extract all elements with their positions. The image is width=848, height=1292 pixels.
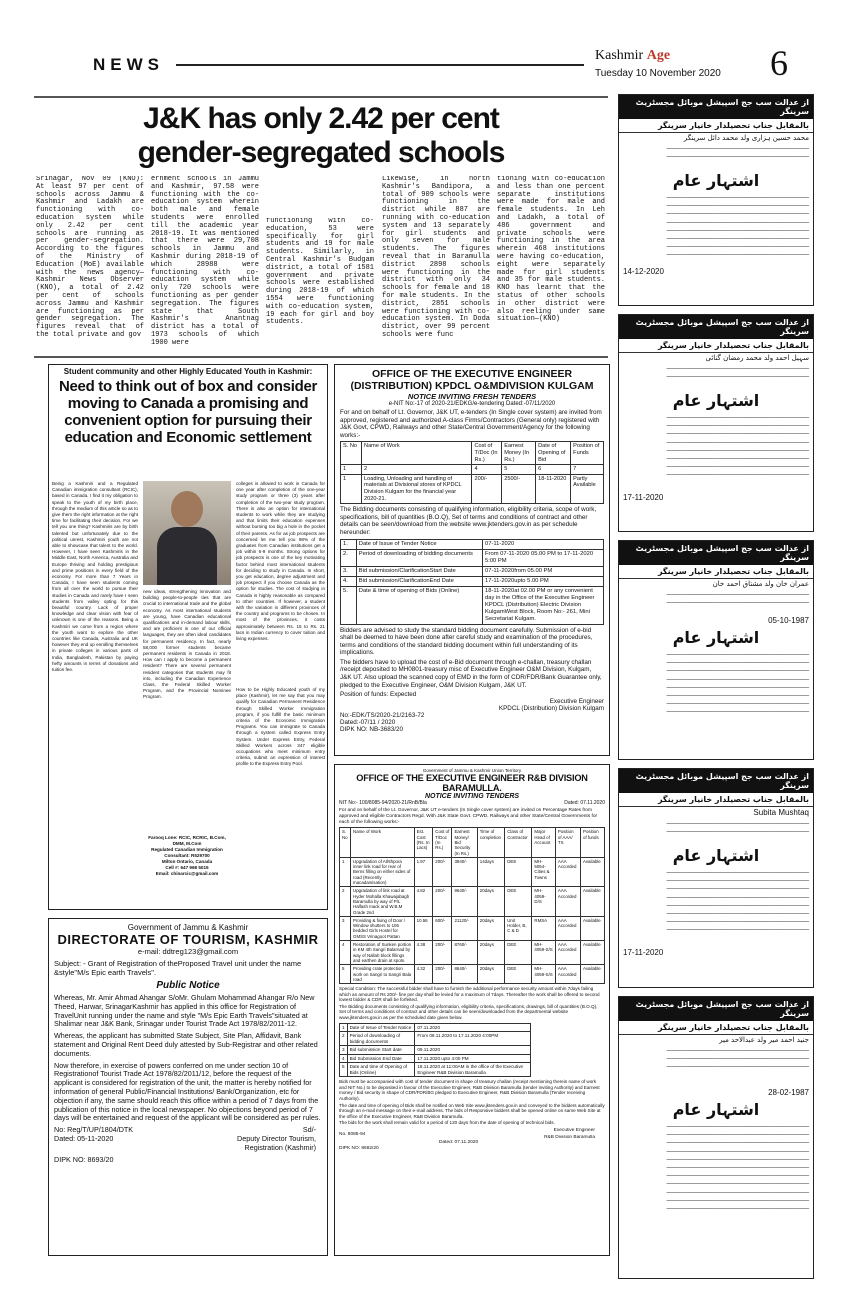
- table-cell: 200/-: [433, 857, 452, 886]
- tourism-signatory-2: Registration (Kashmir): [244, 1144, 316, 1153]
- brand-age: Age: [646, 48, 671, 63]
- tourism-dipk: DIPK NO: 8693/20: [54, 1156, 114, 1165]
- kpdcl-dated: Dated:-07/11 / 2020: [340, 719, 396, 727]
- rnb-no: No. 8085-94: [339, 1131, 366, 1137]
- table-cell: Unit Holder, B, C & D: [505, 916, 532, 940]
- urdu-notice-to: بالمقابل جناب تحصیلدار خانیار سرینگر: [657, 121, 809, 130]
- urdu-notice-1: [618, 94, 814, 306]
- kpdcl-intro: For and on behalf of Lt. Governor, J&K UT, e-tenders (In Single cover system) are invited from approved, registered and authorized A-class Firms/Contractors (General only) registered with J&K Govt, CPWD, Railways and other State/Central Government/Agency for the following works:-: [340, 409, 602, 439]
- table-cell: 17-11-2020upto 5.00 PM: [483, 576, 604, 586]
- table-cell: Providing & fixing of Door / Window shutters to 106 bedded Girls Hostel for GMSS Vrinagoot Pattan: [351, 916, 415, 940]
- tourism-sd: Sd/-: [302, 1126, 316, 1135]
- lead-col-2: ernment schools in Jammu and Kashmir, 97.58 were functioning with the co-education system wherein both male and female students were enrolled till the academic year 2018-19. It was mentioned that there were 29,708 schools in Jammu and Kashmir during 2018-19 of which 28988 were functioning with co-education system while only 720 schools were functioning as per gender segregation. The figures state that South Kashmir's Anantnag district has a total of 1973 schools of which 1900 were: [151, 176, 259, 347]
- table-header-row: [340, 828, 605, 857]
- urdu-notices-column: [618, 94, 814, 1279]
- table-row: [340, 916, 605, 940]
- table-cell: 4.38: [414, 941, 433, 965]
- tourism-email: e-mail: ddtreg123@gmail.com: [137, 947, 239, 956]
- table-cell: MH-4059-D/S: [532, 887, 555, 916]
- urdu-notice-filler: ـــــــــــــــــــــــــــــــــــــــــــــــــــــــــــــــــــــــــــــــــ ـــــــــــــــــــــــــــــــــــــــــــــــــــــــــــــــــــــــــــــــــ: [666, 590, 809, 605]
- table-cell: From 07-11-2020 05.00 PM to 17-11-2020 5:00 PM: [483, 549, 604, 566]
- canada-headline: Need to think out of box and consider moving to Canada a promising and convenient option for pursuing their education and Economic settlement: [58, 378, 318, 446]
- urdu-notice-filler: ـــــــــــــــــــــــــــــــــــــــــــــــــــــــــــــــــــــــــــــــــ ـــــــــــــــــــــــــــــــــــــــــــــــــــــــــــــــــــــــــــــــــ: [666, 144, 809, 159]
- table-cell: 2: [340, 887, 351, 916]
- urdu-notice-court: از عدالت سب جج اسپیشل موبائل مجسٹریٹ سرینگر: [619, 541, 813, 565]
- table-header: Major Head of Account: [532, 828, 555, 857]
- table-cell: 200/-: [472, 474, 502, 503]
- table-cell: Providing crate protection work on Sangri to Sangri Bala road: [351, 965, 415, 984]
- table-cell: Date of Issue of Tender Notice: [356, 539, 482, 549]
- kpdcl-subtitle: NOTICE INVITING FRESH TENDERS: [407, 392, 537, 401]
- kpdcl-dipk: DIPK NO: NB-3683/20: [340, 726, 403, 734]
- table-cell: 07-11-2020: [483, 539, 604, 549]
- table-row: [341, 539, 604, 549]
- lead-headline-1: J&K has only 2.42 per cent: [143, 102, 499, 135]
- table-cell: 18-11-2020at 02.00 PM or any convenient day in the Office of the Executive Engineer KPDCL (Distribution) Electric Division KulgamWest Block, Room No:- 261, Mini Secretariat Kulgam.: [483, 586, 604, 624]
- author-line2: Regulated Canadian Immigration Consultant: R529700: [151, 847, 223, 858]
- table-cell: 200/-: [433, 965, 452, 984]
- urdu-notice-applicant: سہیل احمد ولد محمد رمضان گنائی: [619, 352, 813, 363]
- rnb-para-bids: Bids must be accompanied with cost of tender document in shape of treasury challan (receipt mentioning therein name of work and NIT No.) to be deposited in favour of the Executive Engineer, R&B Division Baramulla (tender inviting Authority) and Earnest money / Bid security in shape of CDR/FDR/BG pledged to Executive Engineer, R&B Division Baramulla (Tender receiving Authority).: [339, 1079, 600, 1101]
- table-cell: Date and time of Opening of Bids (Online): [347, 1063, 415, 1077]
- table-row: [340, 857, 605, 886]
- table-cell: DEE: [505, 887, 532, 916]
- rnb-notice: [334, 764, 610, 1256]
- table-cell: Bid Submission End Date: [347, 1054, 415, 1063]
- table-cell: Available: [581, 941, 605, 965]
- rnb-dated-2: Dated: 07.11.2020: [439, 1139, 479, 1145]
- rnb-intro: For and on behalf of the Lt. Governor, J&K UT e-tenders (In Single cover system) are invited on Percentage Rates from approved and eligible Contractors Regd. With J&K State Govt. CPWD, Railways and other State/Central Governments for each of the following works:-: [339, 808, 598, 825]
- urdu-notice-applicant: عمران خان ولد مشتاق احمد خان: [619, 578, 813, 589]
- urdu-notice-date: 14-12-2020: [623, 267, 664, 276]
- urdu-notice-court: از عدالت سب جج اسپیشل موبائل مجسٹریٹ سرینگر: [619, 997, 813, 1021]
- kpdcl-title-2: (DISTRIBUTION) KPDCL O&MDIVISION KULGAM: [350, 380, 594, 392]
- table-cell: 4.: [341, 576, 357, 586]
- kpdcl-schedule-table: [340, 539, 604, 625]
- urdu-notice-filler: ـــــــــــــــــــــــــــــــــــــــــــــــــــــــــــــــــــــــــــــــــ ـــــــــــــــــــــــــــــــــــــــــــــــــــــــــــــــــــــــــــــــــ: [666, 819, 809, 834]
- urdu-notice-2: [618, 314, 814, 532]
- table-cell: Upgradation of Aththpora inner link road for rear of Berns filling on either sides of road (Recently macadamisation): [351, 857, 415, 886]
- lead-headline-2: gender-segregated schools: [137, 136, 505, 169]
- table-row: [341, 576, 604, 586]
- table-cell: DEE: [505, 965, 532, 984]
- table-header: Date of Opening of Bid: [536, 442, 571, 465]
- table-cell: 4.32: [414, 965, 433, 984]
- table-header: Cost of T/Doc (In Rs.): [433, 828, 452, 857]
- table-cell: 600/-: [433, 916, 452, 940]
- rnb-works-table: [339, 827, 605, 984]
- canada-col-1: Being a Kashmiri and a Regulated Canadian immigration consultant (RCIC), based in Canada. I find it my obligation to speak to the youth of my birth place, through the medium of this article so as to give them the right information at the right time for facilitating their decision. For we tell you one thing? Kashmiris are by birth talented but unfortunately due to the political unrest, Kashmiri youth are not able to showcase that talent to the world. However, I have seen Kashmiris in the Middle East, North America, Australia and Europe thriving and holding prestigious and prime positions in every field of the economy. For more than 7 Years in Canada, I have seen students coming from all over the world to pursue their studies in Canada and rarely have I seen students from valley opting for this beautiful country. Lack of proper knowledge and clear vision with fear of unknown is one of the reasons. Being a Kashmiri we come from a region where the youth want to explore the other countries like Canada, Australia and UK however they end up enrolling themselves in private colleges in various parts of India, Bangladesh, Pakistan by paying hefty amounts in terms of donations and tuition fee.: [52, 481, 138, 673]
- kpdcl-para-docs: The Bidding documents consisting of qualifying information, eligibility criteria, scope of work, specifications, bill of quantities (B.O.Q), Set of terms and conditions of contract and other details can be seen/download from the website www.jktenders.gov.in as per schedule hereunder:: [340, 506, 597, 536]
- urdu-notice-applicant: محمد حسین ہزاری ولد محمد دائل سرینگر: [619, 132, 813, 143]
- table-cell: 1: [340, 857, 351, 886]
- table-header: Position of funds: [581, 828, 605, 857]
- table-cell: Bid submission/ClarificationStart Date: [356, 566, 482, 576]
- table-header: Class of Contractor: [505, 828, 532, 857]
- table-header: Est. Cost (Rs. In Lacs): [414, 828, 433, 857]
- table-cell: MH-4059-S/S: [532, 965, 555, 984]
- table-cell: 4: [340, 941, 351, 965]
- table-header: Name of Work: [362, 442, 472, 465]
- table-cell: DEE: [505, 857, 532, 886]
- table-cell: AAA Accorded: [555, 916, 580, 940]
- table-cell: 20days: [477, 916, 505, 940]
- urdu-notice-applicant: جنید احمد میر ولد عبدالاحد میر: [619, 1034, 813, 1045]
- page-number: 6: [770, 43, 788, 83]
- table-row: [340, 1054, 531, 1063]
- table-cell: 9640/-: [452, 887, 477, 916]
- table-cell: 1: [341, 465, 362, 475]
- table-cell: Restoration of Sunken portion in KM 4th Sangri Balarnad by way of Nallah block fillings and earthen drain at spots.: [351, 941, 415, 965]
- table-cell: Period of downloading of bidding documents: [347, 1032, 415, 1046]
- table-cell: 3: [340, 916, 351, 940]
- table-cell: 3: [340, 1046, 348, 1055]
- rnb-title: OFFICE OF THE EXECUTIVE ENGINEER R&B DIVISION BARAMULLA.: [356, 773, 588, 793]
- table-cell: 20days: [477, 941, 505, 965]
- table-cell: MH-4059-S/S: [532, 941, 555, 965]
- tourism-para-1: Whereas, Mr. Amir Ahmad Ahangar S/oMr. Ghulam Mohammad Ahangar R/o New Theed, Harwar, SrinagarKashmir has applied in this office for Registration of TravelUnit running under the name and style "M/s Epic Earth Travels"situated at Shalimar near J&K Bank, Srinagar under Tourist Trade Act 1978/82/2011-12.: [54, 993, 315, 1029]
- urdu-notice-filler: ـــــــــــــــــــــــــــــــــــــــــــــــــــــــــــــــــــــــــــــــــ ـــــــــــــــــــــــــــــــــــــــــــــــــــــــــــــــــــــــــــــــــ: [666, 364, 809, 379]
- table-header-row: [341, 442, 604, 465]
- tourism-subject: Subject: - Grant of Registration of theProposed Travel unit under the name &style"M/s Epic earth Travels".: [54, 959, 302, 977]
- rnb-nit: NIT No:- 100/8085-94/2020-21/RnB/Bla: [339, 800, 427, 806]
- urdu-notice-court: از عدالت سب جج اسپیشل موبائل مجسٹریٹ سرینگر: [619, 769, 813, 793]
- table-cell: 4.82: [414, 887, 433, 916]
- table-cell: Upgradation of link road at Hyder Mohalla Khawajabagh Baramulla by way of P/L Halfash mack and W.B.M Grade 2nd: [351, 887, 415, 916]
- author-name: Farooq Lone: RCIC, RCRIC, B.Com, DMM, M.Com: [148, 835, 226, 846]
- urdu-notice-title: اشتہار عام: [672, 628, 760, 647]
- table-cell: 21120/-: [452, 916, 477, 940]
- kpdcl-no: No:-EDK/TS/2020-21/2163-72: [340, 712, 425, 720]
- urdu-notice-4: [618, 768, 814, 988]
- rnb-gov: Government of Jammu & Kashmir Union Territory: [422, 768, 522, 773]
- table-row: [341, 566, 604, 576]
- kpdcl-para-advise: Bidders are advised to study the standard bidding document carefully. Submission of e-bid shall be deemed to have been done after careful study and examination of the procedures, terms and conditions of the standard bidding document within full understanding of its implications.: [340, 626, 593, 657]
- author-line4: Cell #: 647 968 5015: [165, 865, 209, 870]
- table-cell: Date & time of opening of Bids (Online): [356, 586, 482, 624]
- table-cell: 4: [472, 465, 502, 475]
- urdu-notice-title: اشتہار عام: [672, 1100, 760, 1119]
- table-cell: 8640/-: [452, 965, 477, 984]
- table-row: [340, 1063, 531, 1077]
- table-cell: AAA Accorded: [555, 965, 580, 984]
- table-cell: 1.: [341, 539, 357, 549]
- table-row: [340, 941, 605, 965]
- masthead-date: Tuesday 10 November 2020: [595, 68, 721, 79]
- table-cell: 3.: [341, 566, 357, 576]
- rnb-dated: Dated: 07.11.2020: [564, 800, 605, 806]
- table-cell: 2: [340, 1032, 348, 1046]
- lead-story: [34, 96, 608, 358]
- table-cell: 5: [340, 965, 351, 984]
- rnb-para-validity: The bids for the work shall remain valid for a period of 120 days from the date of opening of technical bids.: [339, 1120, 555, 1126]
- tourism-dated: Dated: 05-11-2020: [54, 1135, 114, 1144]
- table-header: S. No: [341, 442, 362, 465]
- tourism-title: DIRECTORATE OF TOURISM, KASHMIR: [57, 932, 319, 947]
- rnb-sign-1: Executive Engineer: [553, 1127, 595, 1133]
- table-cell: RMSA: [532, 916, 555, 940]
- table-header: Cost of T/Doc (In Rs.): [472, 442, 502, 465]
- table-cell: Available: [581, 887, 605, 916]
- table-cell: 2: [362, 465, 472, 475]
- urdu-notice-to: بالمقابل جناب تحصیلدار خانیار سرینگر: [657, 795, 809, 804]
- canada-col-3: colleges is allowed to work in Canada for one year after completion of the one-year study program or three (3) years after completion of the two-year study program. There is also an option for international students to work while they are studying and that limits their education expenses without burning too big a hole in the pocket of their parents. As for as job prospects are concerned let me tell you 98% of the graduates from Canadian institutions get a job within 6-9 months. Strong options for job prospects is one of the key motivating factor behind most international students for deciding to study in Canada. In short, you get education, degree adjustment and job prospect if you choose Canada as the option for studies. The cost of studying in Canada is highly reasonable as compared to other countries. If however, a student with the variation in different provinces of the country and programs to be chosen. In most of the provinces, it costs approximately between Rs. 15 to Rs. 21 lacs in Indian currency to cover tuition and living expenses.: [236, 481, 325, 642]
- lead-col-5: tioning with co-education and less than one percent separate institutions were made for male and female students. In Leh and Ladakh, a total of 486 government and private schools were functioning in the area wherein 468 institutions were having co-education, eight were separately made for girl students and 35 for male students. KNO has learnt that the status of other schools in other district were also reeling under same situation—(KNO): [497, 176, 605, 324]
- table-row: [340, 1023, 531, 1032]
- kpdcl-para-upload: The bidders have to upload the cost of e-Bid document through e-challan, treasury challan /receipt deposited to MH0801-treasury misc of Executive Engineer O&M Division, Kulgam, J&K UT. Also upload the scanned copy of EMD in the form of CDR/FDR/Bank Guarantee only, pledged to the Executive Engineer, O&M Division Kulgam, J&K UT.: [340, 658, 602, 689]
- table-cell: 200/-: [433, 941, 452, 965]
- table-cell: AAA Accorded: [555, 941, 580, 965]
- table-cell: 07-11-2020from 05.00 PM: [483, 566, 604, 576]
- table-row: [340, 1046, 531, 1055]
- table-cell: Available: [581, 965, 605, 984]
- masthead-rule: [176, 64, 584, 66]
- tourism-notice-title: Public Notice: [156, 980, 220, 991]
- author-suit-icon: [157, 527, 217, 585]
- rnb-para-opening: The date and time of opening of Bids shall be notified on Web Site www.jktenders.gov.in and conveyed to the bidders automatically through an e-mail message on their e-mail address. The bids of Responsive bidders shall be opened online on same Web Site at the office of the Executive Engineer, R&B Division Baramulla.: [339, 1102, 605, 1119]
- section-label: NEWS: [93, 55, 164, 74]
- urdu-notice-to: بالمقابل جناب تحصیلدار خانیار سرینگر: [657, 1023, 809, 1032]
- lead-col-4: Likewise, in north Kashmir's Bandipora, a total of 909 schools were functioning in the district while 887 are running with co-education system and 13 separately for girl students and only seven for male students. The figures reveal that in Baramulla district 2898 schools were functioning in the district with only 34 schools for female and 18 for male students. In the district, 2851 schools were functioning with co-education system. In Doda district, over 99 percent schools were func: [382, 176, 490, 339]
- canada-col-2: new ideas, strengthening innovation and building people-to-people ties that are crucial to international trade and the global economy. As most international students are young, have Canadian educational qualifications and in-demand labour skills, and are proficient in one of our official languages, they are often ideal candidates for permanent residency. In fact, nearly 58,000 former students became permanent residents in Canada in 2018. How can I apply to become a permanent resident? There are several permanent resident categories that students may fit into, including the Canadian Experience Class, the Federal Skilled Worker Program, and the Provincial Nominee Program.: [143, 589, 231, 700]
- table-cell: Bid submission Start date: [347, 1046, 415, 1055]
- kpdcl-works-table: [340, 441, 604, 504]
- tourism-para-3: Now therefore, in exercise of powers conferred on me under section 10 of Registrationof Tourist Trade Act 1978/82/2011/12, before the request of the applicant is considered for registration of the unit, the matter is hereby notified for information of general Public/Financial Institutions/ Bank/Organization, etc for objection if any, the same should reach this office within a period of 7 days from the publication of this notice in the local newspaper. No objections beyond period of 7 days will be entertained and request of the applicant will be considered as per rules.: [54, 1060, 321, 1123]
- table-cell: 4: [340, 1054, 348, 1063]
- urdu-notice-3: [618, 540, 814, 760]
- brand-kashmir: Kashmir: [595, 48, 644, 63]
- urdu-notice-date: 17-11-2020: [623, 948, 664, 957]
- urdu-notice-title: اشتہار عام: [672, 846, 760, 865]
- urdu-notice-date: 17-11-2020: [623, 493, 664, 502]
- table-row: [340, 965, 605, 984]
- table-cell: 17.11.2020 upto 4:00 PM: [415, 1054, 530, 1063]
- table-row: [341, 474, 604, 503]
- tourism-para-2: Whereas, the applicant has submitted State Subject, Site Plan, Affidavit, Bank statement and Original Rent Deed duly attested by Sub-Registrar and other related documents.: [54, 1031, 318, 1058]
- table-cell: Available: [581, 857, 605, 886]
- rnb-special: Special Condition: The successful bidder shall have to furnish the additional performance security amount within 7days failing which an amount of Rs 200/- fine per day shall be levied for a maximum of 7days. Thereafter the work shall be offered to second lowest bidder & CDR shall be forfeited.: [339, 986, 600, 1003]
- urdu-notice-body: ـــــــــــــــــــــــــــــــــــــــــــــــــــــــــــــــــــــــــــــــــ ـــــــــــــــــــــــــــــــــــــــــــــــــــــــــــــــــــــــــــــــــ ـــــــــــــــــــــــــــــــــــــــــــــــــــــــــــــــــــــــــــــــــ ـــــــــــــــــــــــــــــــــــــــــــــــــــــــــــــــــــــــــــــــــ ـــــــــــــــــــــــــــــــــــــــــــــــــــــــــــــــــــــــــــــــــ ـــــــــــــــــــــــــــــــــــــــــــــــــــــــــــــــــــــــــــــــــ ـــــــــــــــــــــــــــــــــــــــــــــــــــــــــــــــــــــــــــــــــ ـــــــــــــــــــــــــــــــــــــــــــــــــــــــــــــــــــــــــــــــــ: [666, 868, 809, 933]
- rnb-schedule-table: [339, 1023, 531, 1078]
- urdu-notice-title: اشتہار عام: [672, 391, 760, 410]
- table-header: Position of Funds: [571, 442, 604, 465]
- canada-kicker: Student community and other Highly Educated Youth in Kashmir:: [63, 367, 313, 376]
- author-line3: Milton Ontario, Canada: [161, 859, 213, 864]
- table-cell: Loading, Unloading and handling of materials at Divisional stores of KPDCL Division Kulgam for the financial year 2020-21.: [362, 474, 472, 503]
- table-cell: 6: [536, 465, 571, 475]
- table-cell: 7: [571, 465, 604, 475]
- urdu-notice-body: ـــــــــــــــــــــــــــــــــــــــــــــــــــــــــــــــــــــــــــــــــ ـــــــــــــــــــــــــــــــــــــــــــــــــــــــــــــــــــــــــــــــــ ـــــــــــــــــــــــــــــــــــــــــــــــــــــــــــــــــــــــــــــــــ ـــــــــــــــــــــــــــــــــــــــــــــــــــــــــــــــــــــــــــــــــ ـــــــــــــــــــــــــــــــــــــــــــــــــــــــــــــــــــــــــــــــــ ـــــــــــــــــــــــــــــــــــــــــــــــــــــــــــــــــــــــــــــــــ ـــــــــــــــــــــــــــــــــــــــــــــــــــــــــــــــــــــــــــــــــ ـــــــــــــــــــــــــــــــــــــــــــــــــــــــــــــــــــــــــــــــــ ـــــــــــــــــــــــــــــــــــــــــــــــــــــــــــــــــــــــــــــــــ ـــــــــــــــــــــــــــــــــــــــــــــــــــــــــــــــــــــــــــــــــ ـــــــــــــــــــــــــــــــــــــــــــــــــــــــــــــــــــــــــــــــــ: [666, 1122, 809, 1212]
- canada-col-3b: How to be Highly Educated youth of my place (Kashmir), let me say that you may qualify for Canadian Permanent Residence through Skilled Worker Immigration program, if you fulfill the basic minimum criteria of the Economic Immigration Programs. You can immigrate to Canada through a system called Express Entry System. Under Express Entry, Federal Skilled Workers across 347 eligible occupations who meet minimum entry criteria, submit an expression of interest profile to the Express Entry Pool.: [236, 687, 325, 767]
- tourism-no: No: Reg/T/UP/1804/DTK: [54, 1126, 134, 1135]
- table-header: Name of Work: [351, 828, 415, 857]
- table-cell: 20days: [477, 965, 505, 984]
- table-row: [341, 586, 604, 624]
- kpdcl-nit: e-NIT No:-17 of 2020-21/EDKG/e-tendering Dated:-07/11/2020: [388, 401, 556, 407]
- urdu-notice-court: از عدالت سب جج اسپیشل موبائل مجسٹریٹ سرینگر: [619, 315, 813, 339]
- urdu-notice-court: از عدالت سب جج اسپیشل موبائل مجسٹریٹ سرینگر: [619, 95, 813, 119]
- tourism-gov: Government of Jammu & Kashmir: [127, 923, 249, 932]
- table-row: [341, 549, 604, 566]
- table-cell: 200/-: [433, 887, 452, 916]
- lead-col-3: functioning with co-education, 53 were specifically for girl students and 19 for male students. Similarly, in Central Kashmir's Budgam district, a total of 1581 government and private schools were established during 2018-19 of which 1554 were functioning with co-education system, 19 each for girl and boy students.: [266, 218, 374, 327]
- photo-caption: [143, 481, 145, 482]
- table-cell: 1: [341, 474, 362, 503]
- table-cell: 2500/-: [502, 474, 536, 503]
- urdu-notice-date: 28-02-1987: [768, 1088, 809, 1097]
- table-header: Position of AAA/ TS: [555, 828, 580, 857]
- canada-photo: [143, 481, 231, 585]
- urdu-notice-to: بالمقابل جناب تحصیلدار خانیار سرینگر: [657, 341, 809, 350]
- urdu-notice-body: ـــــــــــــــــــــــــــــــــــــــــــــــــــــــــــــــــــــــــــــــــ ـــــــــــــــــــــــــــــــــــــــــــــــــــــــــــــــــــــــــــــــــ ـــــــــــــــــــــــــــــــــــــــــــــــــــــــــــــــــــــــــــــــــ ـــــــــــــــــــــــــــــــــــــــــــــــــــــــــــــــــــــــــــــــــ ـــــــــــــــــــــــــــــــــــــــــــــــــــــــــــــــــــــــــــــــــ ـــــــــــــــــــــــــــــــــــــــــــــــــــــــــــــــــــــــــــــــــ ـــــــــــــــــــــــــــــــــــــــــــــــــــــــــــــــــــــــــــــــــ ـــــــــــــــــــــــــــــــــــــــــــــــــــــــــــــــــــــــــــــــــ: [666, 413, 809, 478]
- table-cell: Date of Issue of Tender Notice: [347, 1023, 415, 1032]
- table-cell: Period of downloading of bidding documents: [356, 549, 482, 566]
- table-cell: 18-11-2020: [536, 474, 571, 503]
- table-cell: 10.56: [414, 916, 433, 940]
- urdu-notice-title: اشتہار عام: [672, 171, 760, 190]
- table-cell: DEE: [505, 941, 532, 965]
- table-header: S. No: [340, 828, 351, 857]
- kpdcl-sign-2: KPDCL (Distribution) Division Kulgam: [498, 705, 604, 713]
- table-header: Earnest Money (In Rs.): [502, 442, 536, 465]
- table-cell: 14days: [477, 857, 505, 886]
- author-portrait-icon: [171, 491, 203, 527]
- canada-story: [48, 364, 328, 910]
- table-header: Time of completion: [477, 828, 505, 857]
- table-cell: MH-5054-Cities & Towns: [532, 857, 555, 886]
- table-cell: 5.: [341, 586, 357, 624]
- table-cell: AAA Accorded: [555, 857, 580, 886]
- table-cell: 1: [340, 1023, 348, 1032]
- urdu-notice-applicant: Subita Mushtaq: [619, 806, 813, 818]
- lead-col-1: Srinagar, Nov 09 (KNO): At least 97 per cent of schools across Jammu & Kashmir and Ladakh are functioning with co-education system while only 2.42 per cent schools are running as per gender-segregation. According to the figures of the Ministry of Education (MoE) available with the news agency—Kashmir News Observer (KNO), a total of 2.42 per cent of schools across Jammu and Kashmir are functioning as per gender segregation. The figures reveal that of the total private and gov: [36, 176, 144, 339]
- table-row: [341, 465, 604, 475]
- urdu-notice-body: ـــــــــــــــــــــــــــــــــــــــــــــــــــــــــــــــــــــــــــــــــ ـــــــــــــــــــــــــــــــــــــــــــــــــــــــــــــــــــــــــــــــــ ـــــــــــــــــــــــــــــــــــــــــــــــــــــــــــــــــــــــــــــــــ ـــــــــــــــــــــــــــــــــــــــــــــــــــــــــــــــــــــــــــــــــ ـــــــــــــــــــــــــــــــــــــــــــــــــــــــــــــــــــــــــــــــــ ـــــــــــــــــــــــــــــــــــــــــــــــــــــــــــــــــــــــــــــــــ ـــــــــــــــــــــــــــــــــــــــــــــــــــــــــــــــــــــــــــــــــ ـــــــــــــــــــــــــــــــــــــــــــــــــــــــــــــــــــــــــــــــــ: [666, 650, 809, 715]
- table-row: [340, 887, 605, 916]
- rnb-sign-2: R&B Division Baramulla: [544, 1134, 595, 1140]
- kpdcl-title-1: OFFICE OF THE EXECUTIVE ENGINEER: [371, 368, 573, 380]
- table-cell: Bid submission/ClarificationEnd Date: [356, 576, 482, 586]
- table-cell: 2.: [341, 549, 357, 566]
- table-cell: 5: [340, 1063, 348, 1077]
- urdu-notice-to: بالمقابل جناب تحصیلدار خانیار سرینگر: [657, 567, 809, 576]
- kpdcl-position: Position of funds: Expected: [340, 691, 417, 699]
- kpdcl-notice: [334, 364, 610, 756]
- masthead-brand: [595, 48, 670, 68]
- table-cell: 3940/-: [452, 857, 477, 886]
- table-cell: 20days: [477, 887, 505, 916]
- tourism-notice: [48, 918, 328, 1256]
- table-cell: AAA Accorded: [555, 887, 580, 916]
- urdu-notice-filler: ـــــــــــــــــــــــــــــــــــــــــــــــــــــــــــــــــــــــــــــــــ ـــــــــــــــــــــــــــــــــــــــــــــــــــــــــــــــــــــــــــــــــ ـــــــــــــــــــــــــــــــــــــــــــــــــــــــــــــــــــــــــــــــــ: [666, 1046, 809, 1069]
- urdu-notice-5: [618, 996, 814, 1279]
- table-cell: 5: [502, 465, 536, 475]
- kpdcl-sign-1: Executive Engineer: [549, 698, 604, 706]
- canada-author-block: [143, 835, 231, 907]
- urdu-notice-date: 05-10-1987: [768, 616, 809, 625]
- table-cell: Available: [581, 916, 605, 940]
- table-cell: 1.97: [414, 857, 433, 886]
- tourism-signatory-1: Deputy Director Tourism,: [237, 1135, 316, 1144]
- table-cell: 07.11.2020: [415, 1023, 530, 1032]
- table-header: Earnest Money/ Bid Security (In Rs.): [452, 828, 477, 857]
- table-cell: 09.11.2020: [415, 1046, 530, 1055]
- table-cell: Partly Available: [571, 474, 604, 503]
- table-cell: 18.11.2020 at 11:00AM in the office of the Executive Engineer R&B Division Baramulla: [415, 1063, 530, 1077]
- rnb-subtitle: NOTICE INVITING TENDERS: [424, 793, 520, 800]
- rnb-docs: The Bidding documents consisting of qualifying information, eligibility criteria, specifications, drawings, bill of quantities (B.O.Q), Set of terms and conditions of contract and other details can be seen/downloaded from the departmental website www.jktenders.gov.in as per the scheduled date given below.: [339, 1003, 598, 1021]
- rnb-dipk: DIPK NO: 8682/20: [339, 1145, 379, 1151]
- table-cell: From 09.11.2020 to 17.11.2020 4:00PM: [415, 1032, 530, 1046]
- table-row: [340, 1032, 531, 1046]
- urdu-notice-body: ـــــــــــــــــــــــــــــــــــــــــــــــــــــــــــــــــــــــــــــــــ ـــــــــــــــــــــــــــــــــــــــــــــــــــــــــــــــــــــــــــــــــ ـــــــــــــــــــــــــــــــــــــــــــــــــــــــــــــــــــــــــــــــــ ـــــــــــــــــــــــــــــــــــــــــــــــــــــــــــــــــــــــــــــــــ ـــــــــــــــــــــــــــــــــــــــــــــــــــــــــــــــــــــــــــــــــ ـــــــــــــــــــــــــــــــــــــــــــــــــــــــــــــــــــــــــــــــــ ـــــــــــــــــــــــــــــــــــــــــــــــــــــــــــــــــــــــــــــــــ ـــــــــــــــــــــــــــــــــــــــــــــــــــــــــــــــــــــــــــــــــ: [666, 193, 809, 258]
- table-cell: 8760/-: [452, 941, 477, 965]
- author-line5: Email: chinarcic@gmail.com: [155, 871, 219, 876]
